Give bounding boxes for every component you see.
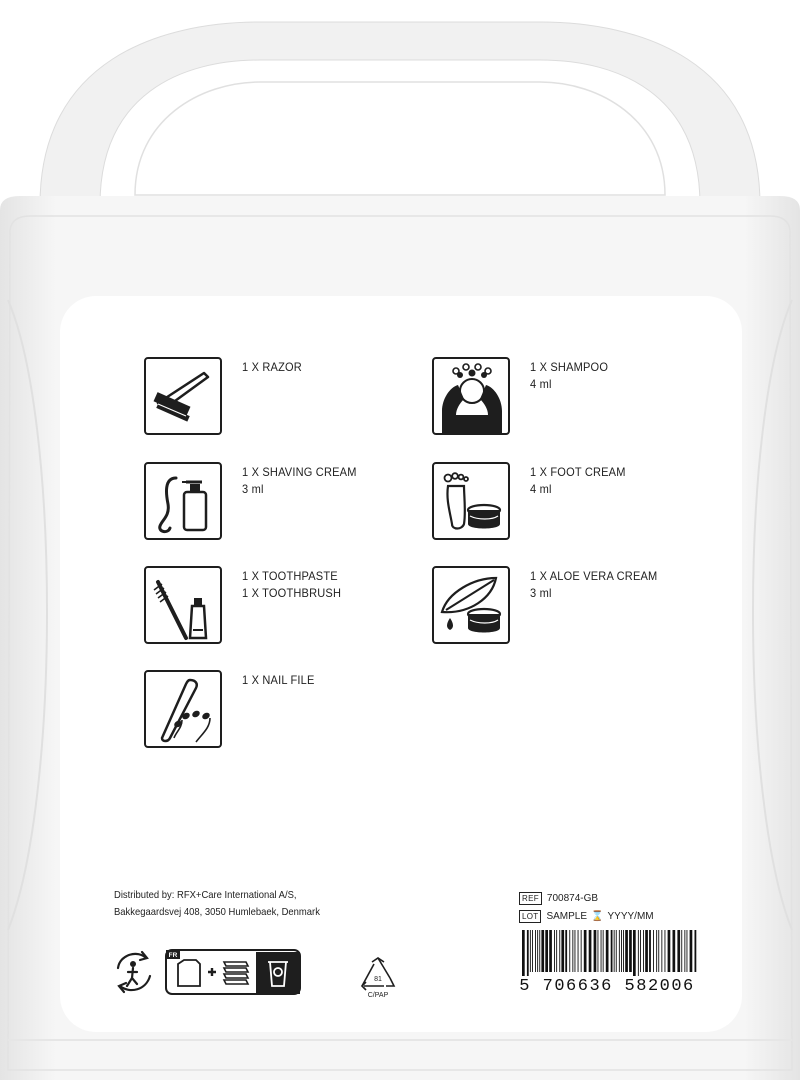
item-aloe-vera [432, 566, 669, 644]
lot-symbol: LOT [519, 910, 541, 923]
expiry-value: YYYY/MM [607, 911, 654, 922]
paper-sheets-icon [224, 962, 248, 984]
distributor-address: Distributed by: RFX+Care International A/S, Bakkegaardsvej 408, 3050 Humlebaek, Denmark [114, 889, 320, 918]
barcode-bar [625, 930, 628, 972]
barcode-bar [549, 930, 552, 972]
recycle-code: 81 [374, 976, 382, 983]
barcode-bar [537, 930, 538, 972]
barcode-bar [578, 930, 579, 972]
barcode-bar [649, 930, 651, 972]
barcode-bar [532, 930, 533, 972]
barcode-bar [581, 930, 582, 972]
material-code: C/PAP [367, 992, 389, 998]
barcode-bar [633, 930, 636, 976]
barcode-bar [653, 930, 654, 972]
item-shaving-cream [144, 462, 367, 540]
razor-icon [144, 357, 222, 435]
barcode-bar [684, 930, 685, 972]
aloe-vera-cream-icon [432, 566, 510, 644]
barcode-bar [535, 930, 536, 972]
nail-file-icon [144, 670, 222, 748]
item-shampoo-text: 1 X SHAMPOO 4 ml [530, 360, 609, 391]
foot-cream-icon [432, 462, 510, 540]
barcode-bar [658, 930, 659, 972]
shampoo-icon [432, 357, 510, 435]
barcode-bar [541, 930, 544, 972]
barcode-bar [556, 930, 557, 972]
barcode-bar [690, 930, 693, 972]
barcode-bar [559, 930, 560, 972]
barcode-bar [575, 930, 576, 972]
barcode-bar [656, 930, 657, 972]
item-aloe-vera-text: 1 X ALOE VERA CREAM 3 ml [530, 569, 658, 600]
barcode-bar [584, 930, 587, 972]
ref-symbol: REF [519, 892, 542, 905]
shaving-cream-icon [144, 462, 222, 540]
barcode-bar [668, 930, 671, 972]
barcode-bar [522, 930, 525, 976]
item-foot-cream-text: 1 X FOOT CREAM 4 ml [530, 465, 626, 496]
lot-row [519, 909, 654, 924]
barcode-bar [545, 930, 548, 972]
item-shaving-cream-text: 1 X SHAVING CREAM 3 ml [242, 465, 357, 496]
toothbrush-toothpaste-icon [144, 566, 222, 644]
triman-recycling-info [112, 946, 312, 998]
barcode-bar [565, 930, 567, 972]
barcode-bar [629, 930, 632, 972]
item-shampoo [432, 357, 615, 435]
barcode-bar [621, 930, 622, 972]
expiry-hourglass-icon: ⌛ [591, 911, 604, 922]
barcode-bar [530, 930, 531, 972]
ref-row [519, 891, 654, 906]
barcode-bar [695, 930, 697, 972]
item-nail-file-text: 1 X NAIL FILE [242, 673, 315, 687]
barcode-bar [619, 930, 620, 972]
item-foot-cream [432, 462, 634, 540]
item-razor-text: 1 X RAZOR [242, 360, 302, 374]
barcode-bar [643, 930, 644, 972]
barcode-bar [594, 930, 597, 972]
barcode-bar [681, 930, 682, 972]
barcode-bar [661, 930, 662, 972]
barcode-number: 5 706636 582006 [519, 977, 695, 992]
barcode-bar [561, 930, 564, 972]
item-razor [144, 357, 307, 435]
lot-value: SAMPLE [546, 911, 588, 922]
barcode-bar [673, 930, 676, 972]
barcode-bar [665, 930, 666, 972]
item-nail-file [144, 670, 321, 748]
barcode-bar [677, 930, 680, 972]
carton-icon [178, 960, 200, 986]
barcode-bar [640, 930, 641, 972]
barcode-bar [527, 930, 529, 976]
barcode-bar [616, 930, 617, 972]
barcode-bar [572, 930, 573, 972]
item-toothpaste-text: 1 X TOOTHPASTE 1 X TOOTHBRUSH [242, 569, 342, 600]
barcode [512, 930, 702, 992]
barcode-bar [539, 930, 540, 972]
barcode-bar [623, 930, 624, 972]
triman-badge-label: FR [168, 952, 178, 959]
c-pap-recycle-symbol [356, 956, 400, 998]
barcode-bar [589, 930, 592, 972]
reference-block [519, 891, 654, 927]
item-toothpaste [144, 566, 350, 644]
triman-icon [118, 952, 150, 992]
barcode-bar [554, 930, 555, 972]
barcode-bar [638, 930, 639, 976]
barcode-bar [687, 930, 688, 972]
barcode-bar [569, 930, 570, 972]
barcode-bar [601, 930, 602, 972]
ref-value: 700874-GB [546, 893, 599, 904]
barcode-bar [614, 930, 615, 972]
barcode-bar [603, 930, 604, 972]
barcode-bar [611, 930, 613, 972]
barcode-bar [645, 930, 648, 972]
barcode-bar [598, 930, 599, 972]
barcode-bar [606, 930, 609, 972]
